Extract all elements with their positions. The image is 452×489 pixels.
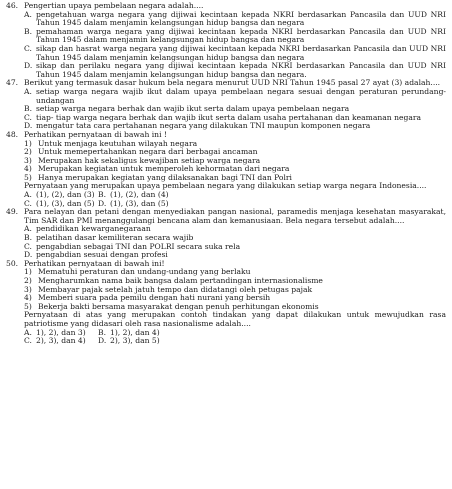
- option-label[interactable]: B.: [98, 327, 106, 337]
- option-text: setiap warga negara berhak dan wajib ikut serta dalam upaya pembelaan negara: [36, 104, 350, 114]
- statement-label: 3): [24, 155, 32, 165]
- option-text[interactable]: (1), (2), dan (4): [110, 190, 169, 200]
- option-label[interactable]: B.: [98, 190, 106, 200]
- options-grid: [6, 191, 446, 208]
- statement-label: 5): [24, 301, 32, 311]
- statement-label: 2): [24, 147, 32, 157]
- option-text[interactable]: (1), (3), dan (5): [36, 198, 95, 208]
- option-label[interactable]: C.: [24, 198, 32, 208]
- question-prompt: Pernyataan di atas yang merupakan contoh tindakan yang dapat dilakukan untuk mewujudkan rasa patriotisme yang didasari oleh rasa nasionalisme adalah....: [24, 310, 446, 328]
- option-label: A.: [24, 9, 32, 19]
- option-text[interactable]: 2), 3), dan 5): [110, 336, 160, 346]
- statement-text: Untuk menjaga keutuhan wilayah negara: [38, 138, 198, 148]
- question-number: 49.: [6, 207, 19, 217]
- question-48: [6, 131, 446, 208]
- option-c[interactable]: [6, 45, 446, 62]
- option-label: D.: [24, 250, 33, 260]
- question-stem: Perhatikan pernyataan di bawah ini !: [24, 129, 167, 139]
- option-label: A.: [24, 86, 32, 96]
- option-text[interactable]: (1), (2), dan (3): [36, 190, 95, 200]
- option-text: sikap dan perilaku negara yang dijiwai kecintaan kepada NKRI berdasarkan Pancasila dan UUD NRI Tahun 1945 dalam menjamin kelangsungan hidup bangsa dan negara.: [36, 61, 446, 79]
- statement-label: 2): [24, 276, 32, 285]
- question-number: 48.: [6, 129, 19, 139]
- question-stem: Perhatikan pernyataan di bawah ini!: [24, 258, 165, 268]
- question-stem: Para nelayan dan petani dengan menyediakan pangan nasional, paramedis menjaga kesehatan masyarakat, Tim SAR dan PMI menanggulangi bencana alam dan kemanusiaan. Bela negara tersebut adalah....: [24, 207, 446, 225]
- statement-text: Membayar pajak setelah jatuh tempo dan didatangi oleh petugas pajak: [38, 284, 313, 294]
- option-label: B.: [24, 233, 32, 243]
- option-d[interactable]: [6, 62, 446, 79]
- option-label: C.: [24, 241, 32, 251]
- option-label: C.: [24, 43, 32, 53]
- option-text: pemahaman warga negara yang dijiwai kecintaan kepada NKRI berdasarkan Pancasila dan UUD NRI Tahun 1945 dalam menjamin kelangsungan hidup bangsa dan negara: [36, 26, 446, 45]
- option-text: setiap warga negara wajib ikut dalam upaya pembelaan negara sesuai dengan peraturan perundang-undangan: [36, 86, 446, 105]
- question-number: 46.: [6, 1, 19, 10]
- statement-text: Untuk memepertahankan negara dari berbagai ancaman: [38, 147, 258, 157]
- option-text: pengetahuan warga negara yang dijiwai kecintaan kepada NKRI berdasarkan Pancasila dan UUD NRI Tahun 1945 dalam menjamin kelangsungan hidup bangsa dan negara: [36, 9, 446, 28]
- option-b[interactable]: [6, 28, 446, 45]
- statement-label: 1): [24, 267, 32, 277]
- options-grid: [6, 329, 446, 346]
- option-label: B.: [24, 104, 32, 114]
- question-number: 47.: [6, 78, 19, 88]
- question-prompt: Pernyataan yang merupakan upaya pembelaan negara yang dilakukan setiap warga negara Indonesia....: [24, 181, 427, 191]
- option-label[interactable]: D.: [98, 198, 107, 208]
- option-label[interactable]: A.: [24, 190, 32, 200]
- option-label[interactable]: A.: [24, 327, 32, 337]
- option-text: pendidikan kewarganegaraan: [36, 224, 151, 234]
- statement-label: 4): [24, 164, 32, 174]
- option-text[interactable]: 1), 2), dan 4): [110, 327, 160, 337]
- option-text: pengabdian sebagai TNI dan POLRI secara suka rela: [36, 241, 241, 251]
- question-50: [6, 260, 446, 346]
- option-label: D.: [24, 121, 33, 131]
- statement-text: Mematuhi peraturan dan undang-undang yang berlaku: [38, 267, 251, 277]
- statement-text: Bekerja bakti bersama masyarakat dengan penuh perhitungan ekonomis: [38, 301, 319, 311]
- option-label: D.: [24, 61, 33, 71]
- statement-text: Memberi suara pada pemilu dengan hati nurani yang bersih: [38, 293, 271, 303]
- option-label: A.: [24, 224, 32, 234]
- option-label: C.: [24, 112, 32, 122]
- question-stem: Pengertian upaya pembelaan negara adalah....: [24, 1, 204, 10]
- statement-label: 5): [24, 172, 32, 182]
- option-label[interactable]: D.: [98, 336, 107, 346]
- question-number: 50.: [6, 258, 19, 268]
- option-label: B.: [24, 26, 32, 36]
- statement-text: Hanya merupakan kegiatan yang dilaksanakan bagi TNI dan Polri: [38, 172, 292, 182]
- option-a[interactable]: [6, 88, 446, 105]
- statement-label: 1): [24, 138, 32, 148]
- statement-text: Merupakan kegiatan untuk memperoleh kehormatan dari negara: [38, 164, 290, 174]
- option-text[interactable]: 1), 2), dan 3): [36, 327, 86, 337]
- option-text[interactable]: 2), 3), dan 4): [36, 336, 86, 346]
- statement-text: Mengharumkan nama baik bangsa dalam pertandingan internasionalisme: [38, 276, 323, 285]
- question-47: [6, 79, 446, 131]
- statement-text: Merupakan hak sekaligus kewajiban setiap warga negara: [38, 155, 261, 165]
- option-text: pelatihan dasar kemiliteran secara wajib: [36, 233, 194, 243]
- question-stem: Berikut yang termasuk dasar hukum bela negara menurut UUD NRI Tahun 1945 pasal 27 ayat (3) adalah....: [24, 78, 441, 88]
- option-text[interactable]: (1), (3), dan (5): [110, 198, 169, 208]
- question-46: [6, 2, 446, 79]
- option-text: sikap dan hasrat warga negara yang dijiwai kecintaan kepada NKRI berdasarkan Pancasila dan UUD NRI Tahun 1945 dalam menjamin kelangsungan hidup bangsa dan negara: [36, 43, 446, 62]
- statement-label: 4): [24, 293, 32, 303]
- question-49: [6, 208, 446, 260]
- option-a[interactable]: [6, 11, 446, 28]
- option-text: mengatur tata cara pertahanan negara yang dilakukan TNI maupun komponen negara: [36, 121, 371, 131]
- option-label[interactable]: C.: [24, 336, 32, 346]
- option-text: tiap- tiap warga negara berhak dan wajib ikut serta dalam usaha pertahanan dan keamanan negara: [36, 112, 422, 122]
- statement-label: 3): [24, 284, 32, 294]
- option-text: pengabdian sesuai dengan profesi: [36, 250, 168, 260]
